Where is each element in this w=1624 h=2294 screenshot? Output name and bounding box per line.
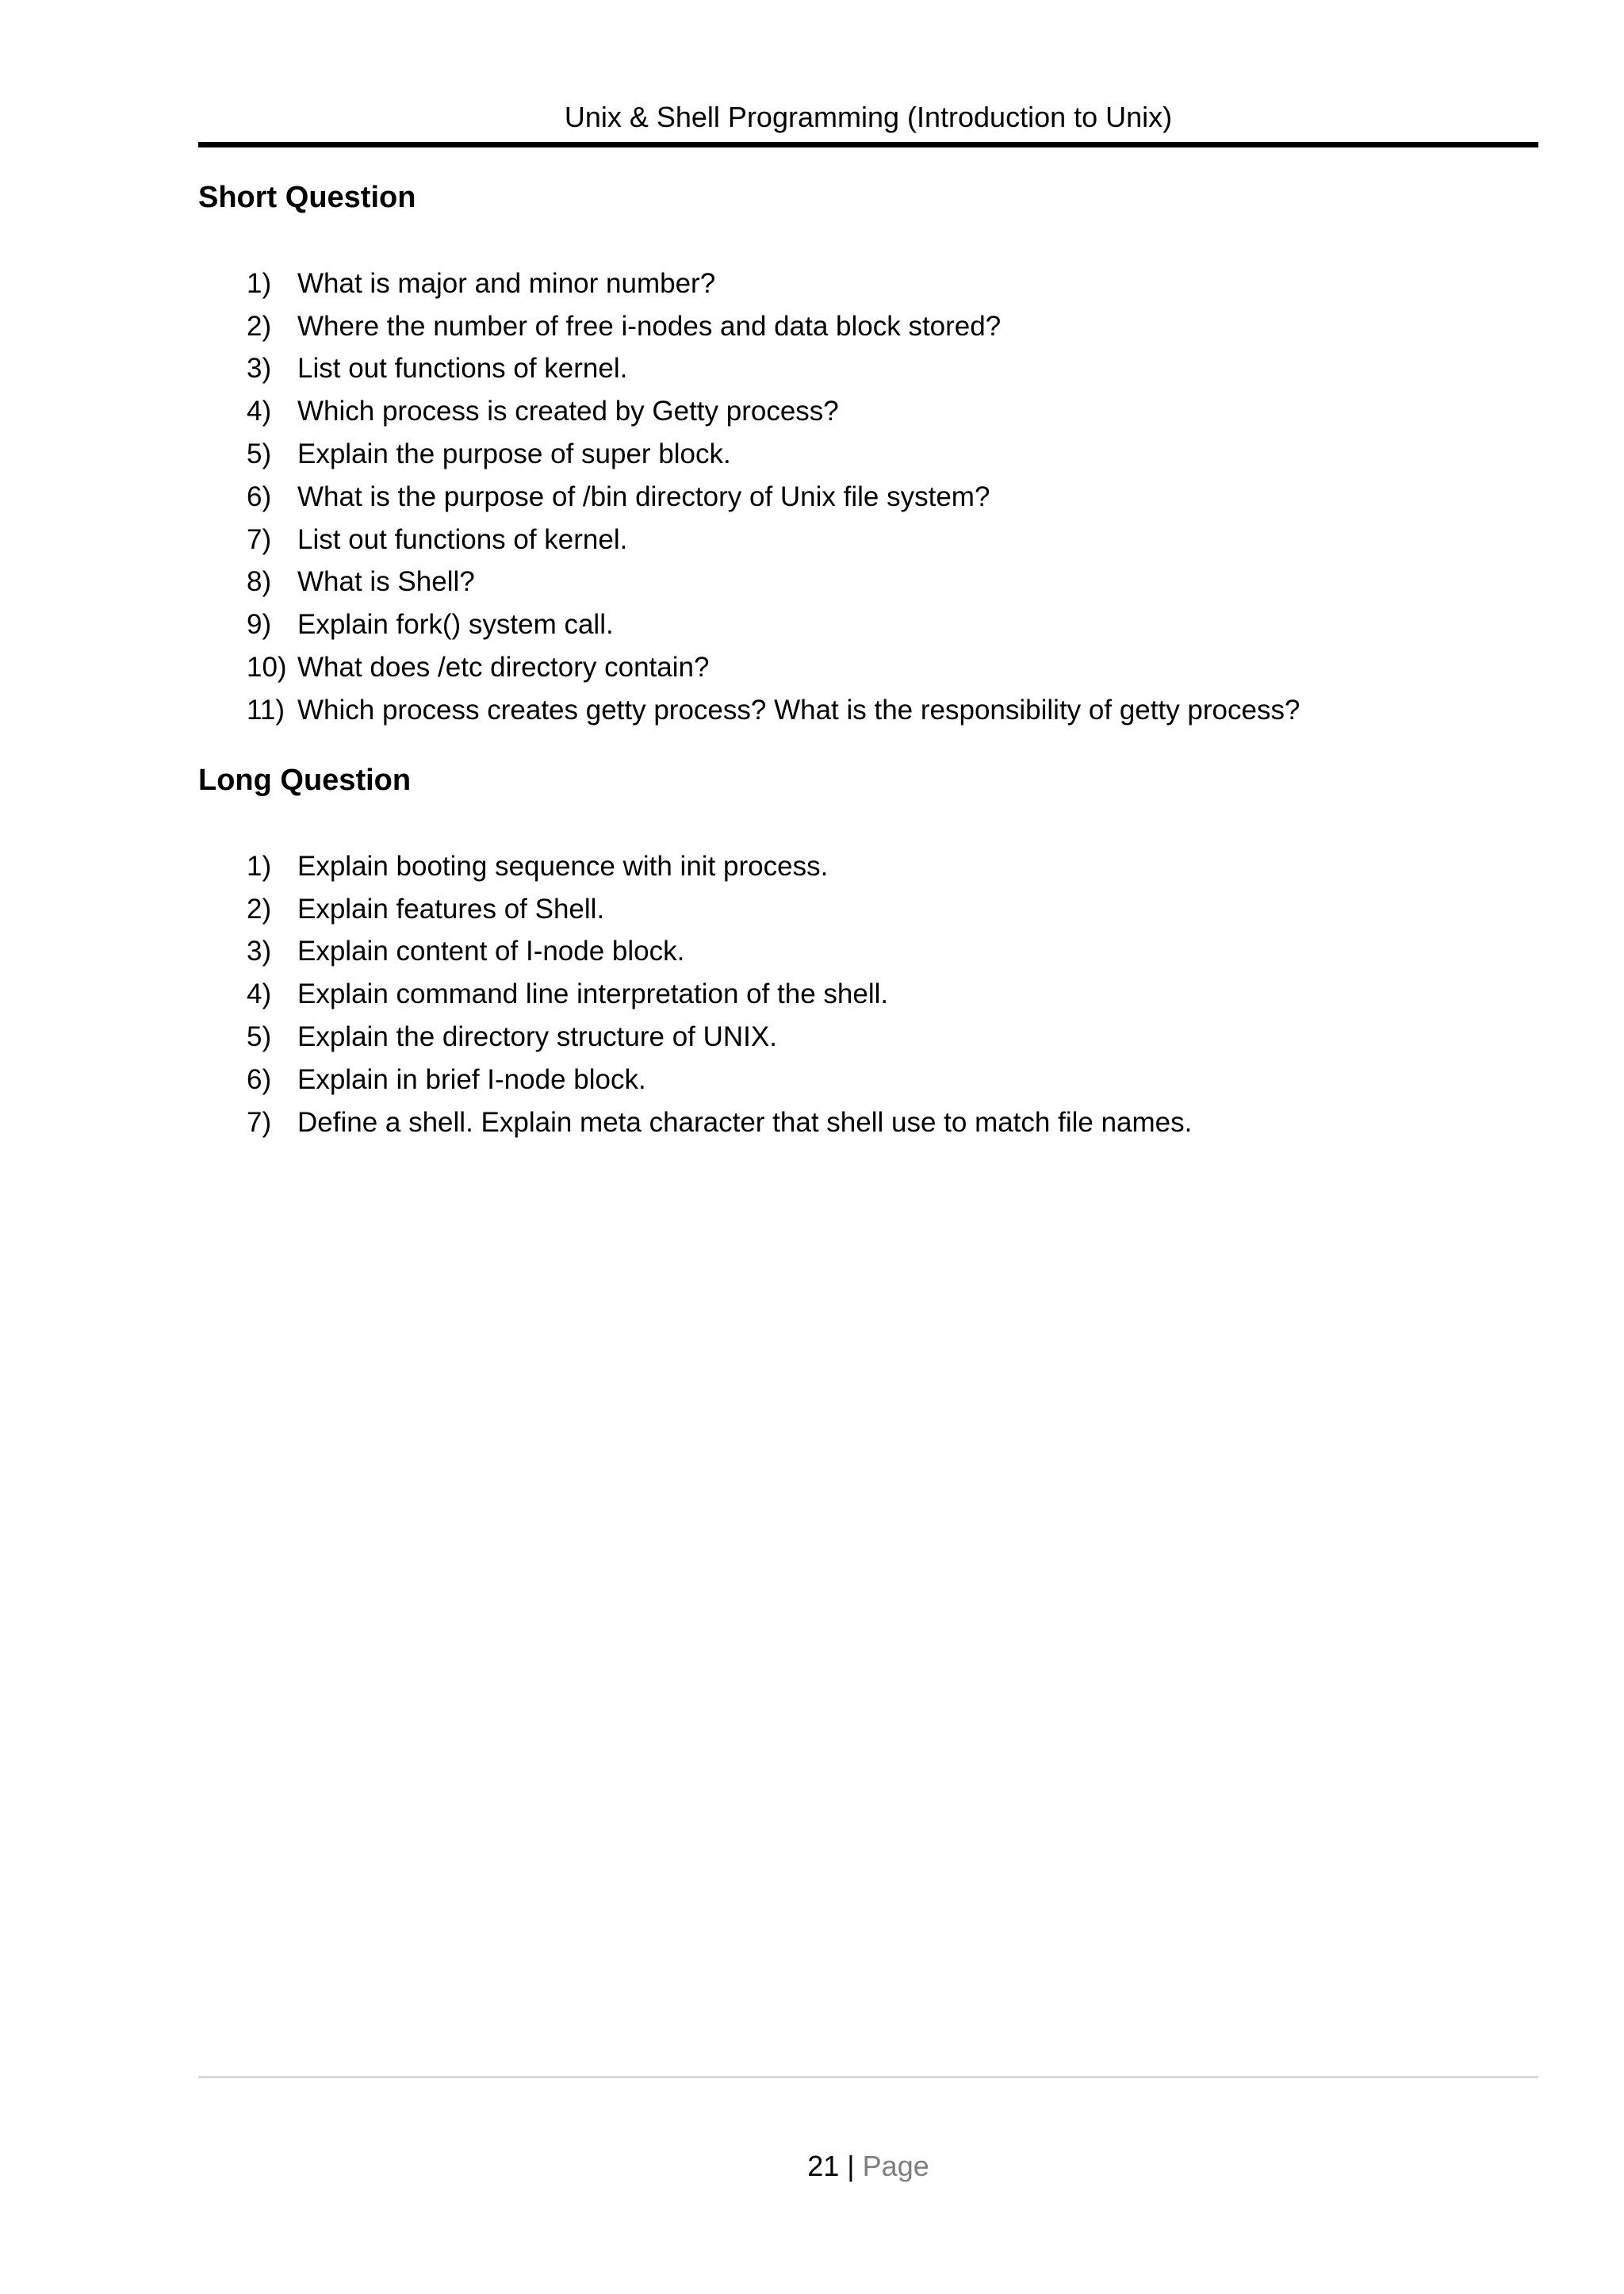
item-text: What is major and minor number? [297,267,716,299]
item-number: 3) [247,353,272,385]
item-text: Explain booting sequence with init process. [297,850,829,882]
item-text: Which process creates getty process? What is the responsibility of getty process? [297,694,1300,726]
item-number: 2) [247,310,272,342]
item-text: List out functions of kernel. [297,353,628,385]
item-number: 4) [247,978,272,1010]
item-text: Explain the purpose of super block. [297,439,731,470]
list-item [247,1016,1192,1059]
item-number: 7) [247,1106,272,1138]
list-item [247,561,1300,604]
list-item [247,1059,1192,1101]
item-text: What does /etc directory contain? [297,652,710,684]
list-item [247,603,1300,646]
item-text: Explain the directory structure of UNIX. [297,1021,777,1053]
item-number: 5) [247,1021,272,1053]
list-item [247,1101,1192,1144]
item-text: Where the number of free i-nodes and data block stored? [297,310,1002,342]
item-number: 10) [247,652,287,684]
list-item [247,519,1300,561]
item-text: What is the purpose of /bin directory of Unix file system? [297,481,990,512]
footer-divider [198,2076,1538,2078]
item-text: List out functions of kernel. [297,523,628,555]
item-number: 1) [247,267,272,299]
list-item [247,433,1300,476]
list-item [247,888,1192,931]
item-text: What is Shell? [297,566,475,598]
item-number: 8) [247,566,272,598]
item-number: 3) [247,936,272,967]
long-question-heading: Long Question [198,764,412,797]
item-number: 11) [247,694,285,726]
list-item [247,973,1192,1016]
page-footer [0,2149,1624,2184]
item-number: 1) [247,850,272,882]
list-item [247,262,1300,305]
item-number: 9) [247,609,272,641]
footer-separator: | [847,2150,855,2182]
list-item [247,476,1300,519]
item-text: Explain content of I-node block. [297,936,685,967]
short-question-list [247,262,1300,732]
page-number: 21 [807,2150,840,2182]
list-item [247,845,1192,888]
header-divider [198,142,1538,147]
short-question-heading: Short Question [198,181,416,214]
item-text: Explain features of Shell. [297,893,605,925]
list-item [247,931,1192,974]
list-item [247,305,1300,348]
item-text: Explain fork() system call. [297,609,614,641]
item-number: 5) [247,439,272,470]
list-item [247,689,1300,732]
list-item [247,646,1300,689]
item-text: Explain in brief I-node block. [297,1063,646,1095]
item-number: 6) [247,481,272,512]
header-title: Unix & Shell Programming (Introduction to Unix) [564,101,1173,133]
item-number: 2) [247,893,272,925]
page-label: Page [862,2150,929,2182]
item-text: Explain command line interpretation of the shell. [297,978,889,1010]
item-text: Define a shell. Explain meta character that shell use to match file names. [297,1106,1193,1138]
item-number: 6) [247,1063,272,1095]
item-text: Which process is created by Getty process? [297,396,839,427]
long-question-list [247,845,1192,1144]
list-item [247,390,1300,433]
list-item [247,348,1300,391]
item-number: 7) [247,523,272,555]
item-number: 4) [247,396,272,427]
